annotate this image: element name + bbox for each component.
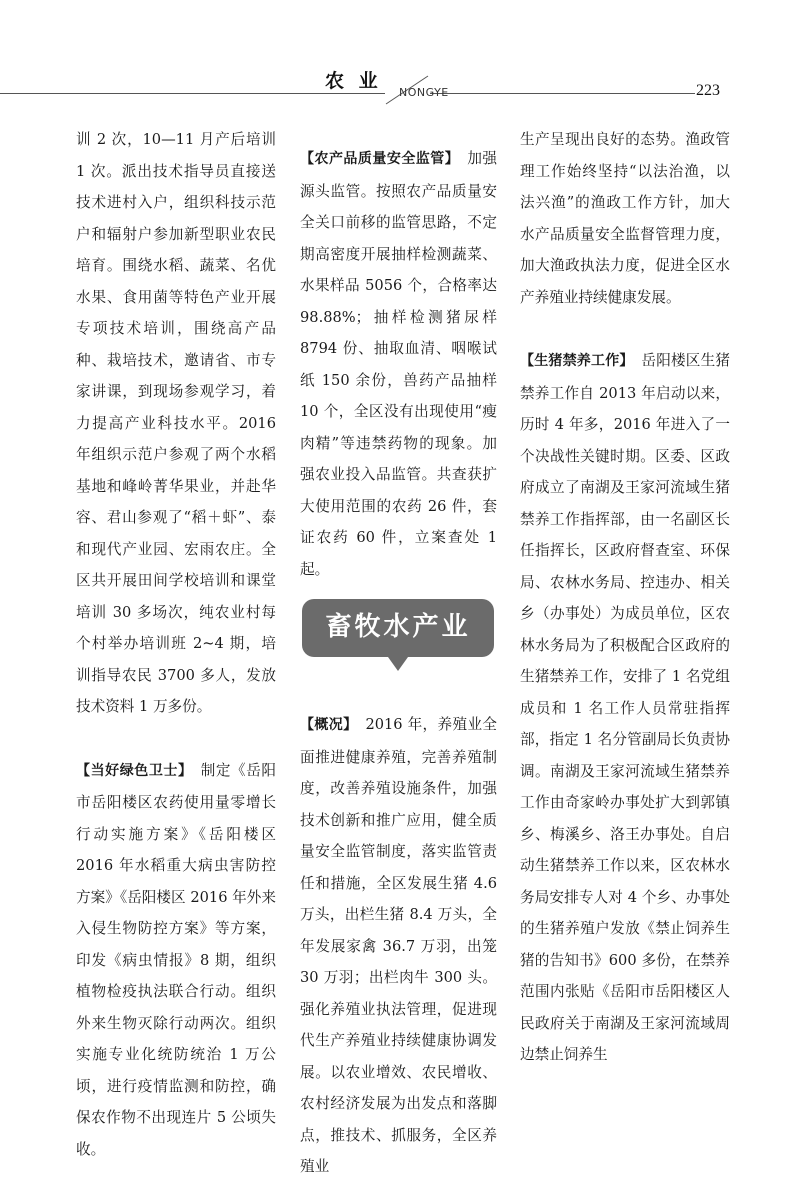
- paragraph-green-guard: [76, 755, 276, 1166]
- banner-pointer: [388, 657, 408, 671]
- paragraph-fishery: 生产呈现出良好的态势。渔政管理工作始终坚持“以法治渔，以法兴渔”的渔政工作方针，加大水产品质量安全监督管理力度，加大渔政执法力度，促进全区水产养殖业持续健康发展。: [520, 131, 730, 306]
- paragraph-quality-supervision: [300, 143, 497, 585]
- text-overview: 2016 年，养殖业全面推进健康养殖，完善养殖制度，改善养殖设施条件，加强技术创新和推广应用，健全质量安全监管制度，落实监管责任和措施，全区发展生猪 4.6 万头，出栏生猪 8.4 万头，全年发展家禽 36.7 万羽，出笼 30 万羽；出栏肉牛 300 头。强化养殖业执法管理，促进现代生产养殖业持续健康协调发展。以农业增效、农民增收、农村经济发展为出发点和落脚点，推技术、抓服务，全区养殖业: [300, 716, 498, 1175]
- section-title-english: NONGYE: [399, 86, 449, 99]
- heading-pig-ban: 【生猪禁养工作】: [520, 353, 627, 369]
- paragraph-pig-ban: [520, 345, 730, 1071]
- text-pig-ban: 岳阳楼区生猪禁养工作自 2013 年启动以来，历时 4 年多，2016 年进入了一个决战性关键时期。区委、区政府成立了南湖及王家河流域生猪禁养工作指挥部，由一名副区长任指挥长，区政府督查室、环保局、农林水务局、控违办、相关乡（办事处）为成员单位，区农林水务局为了积极配合区政府的生猪禁养工作，安排了 1 名党组成员和 1 名工作人员常驻指挥部，指定 1 名分管副局长负责协调。南湖及王家河流域生猪禁养工作由奇家岭办事处扩大到郭镇乡、梅溪乡、洛王办事处。自启动生猪禁养工作以来，区农林水务局安排专人对 4 个乡、办事处的生猪养殖户发放《禁止饲养生猪的告知书》600 多份，在禁养范围内张贴《岳阳市岳阳楼区人民政府关于南湖及王家河流域周边禁止饲养生: [520, 352, 730, 1063]
- banner-title: 畜牧水产业: [302, 599, 494, 657]
- header-rule-left: [0, 93, 385, 94]
- column-1: [76, 124, 276, 1165]
- paragraph-gap: [76, 723, 276, 755]
- page-number: 223: [696, 82, 720, 99]
- paragraph-gap: [520, 313, 730, 345]
- text-green-guard: 制定《岳阳市岳阳楼区农药使用量零增长行动实施方案》《岳阳楼区 2016 年水稻重大病虫害防控方案》《岳阳楼区 2016 年外来入侵生物防控方案》等方案，印发《病虫情报》8 期，组织植物检疫执法联合行动。组织外来生物灭除行动两次。组织实施专业化统防统治 1 万公顷，进行疫情监测和防控，确保农作物不出现连片 5 公顷失收。: [76, 761, 276, 1158]
- section-banner: [300, 599, 497, 695]
- heading-overview: 【概况】: [300, 717, 351, 733]
- heading-quality-supervision: 【农产品质量安全监管】: [300, 151, 453, 167]
- section-title: 农 业: [325, 70, 382, 92]
- paragraph-overview: [300, 709, 497, 1183]
- column-3: [520, 124, 730, 1071]
- page-header: [0, 0, 805, 110]
- heading-green-guard: 【当好绿色卫士】: [76, 762, 186, 779]
- paragraph-training: 训 2 次，10—11 月产后培训 1 次。派出技术指导员直接送技术进村入户，组织科技示范户和辐射户参加新型职业农民培育。围绕水稻、蔬菜、名优水果、食用菌等特色产业开展专项技术培训，围绕高产品种、栽培技术，邀请省、市专家讲课，到现场参观学习，着力提高产业科技水平。2016 年组织示范户参观了两个水稻基地和峰岭菁华果业，并赴华容、君山参观了“稻＋虾”、泰和现代产业园、宏雨农庄。全区共开展田间学校培训和课堂培训 30 多场次，纯农业村每个村举办培训班 2~4 期，培训指导农民 3700 多人，发放技术资料 1 万多份。: [76, 131, 276, 715]
- text-quality-supervision: 加强源头监管。按照农产品质量安全关口前移的监管思路，不定期高密度开展抽样检测蔬菜、水果样品 5056 个，合格率达 98.88%；抽样检测猪尿样 8794 份、抽取血清、咽喉试纸 150 余份，兽药产品抽样 10 个，全区没有出现使用“瘦肉精”等违禁药物的现象。加强农业投入品监管。共查获扩大使用范围的农药 26 件，套证农药 60 件，立案查处 1 起。: [300, 150, 497, 578]
- header-rule-right: [430, 93, 695, 94]
- column-2: [300, 143, 497, 1183]
